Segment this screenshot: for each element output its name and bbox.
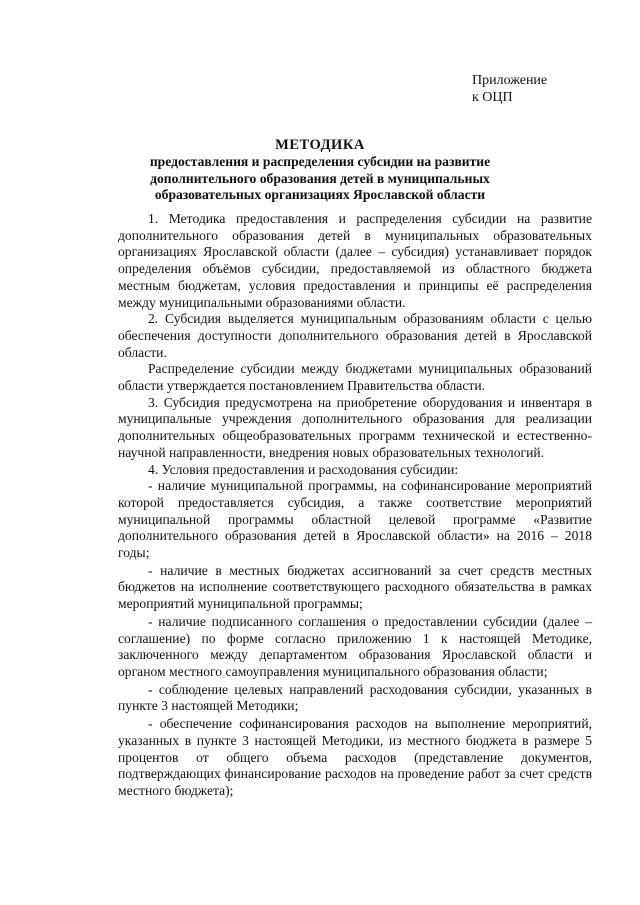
title-subtitle: предоставления и распределения субсидии на развитие дополнительного образования детей в муниципальных образовательных организациях Ярославской области — [149, 154, 491, 202]
paragraph-5: 4. Условия предоставления и расходования субсидии: — [148, 461, 459, 477]
paragraph-9: - соблюдение целевых направлений расходования субсидии, указанных в пункте 3 настоящей Методики; — [118, 681, 592, 714]
paragraph-7: - наличие в местных бюджетах ассигнований за счет средств местных бюджетов на исполнение соответствующего расходного обязательства в рамках мероприятий муниципальной программы; — [118, 562, 592, 612]
appendix-line-2: к ОЦП — [472, 90, 513, 105]
paragraph-4: 3. Субсидия предусмотрена на приобретение оборудования и инвентаря в муниципальные учреждения дополнительного образования для реализации дополнительных общеобразовательных программ технической и естественно-научной направленности, внедрения новых образовательных технологий. — [118, 394, 592, 460]
appendix-label — [472, 72, 547, 106]
appendix-line-1: Приложение — [472, 73, 548, 88]
document-body — [118, 211, 592, 800]
document-title — [100, 136, 540, 204]
paragraph-1: 1. Методика предоставления и распределения субсидии на развитие дополнительного образования детей в муниципальных образовательных организациях Ярославской области (далее – субсидия) устанавливает порядок определения объёмов субсидии, предоставляемой из областного бюджета местным бюджетам, условия предоставления и принципы её распределения между муниципальными образованиями области. — [118, 211, 592, 310]
paragraph-6: - наличие муниципальной программы, на софинансирование мероприятий которой предоставляется субсидия, а также соответствие мероприятий муниципальной программы областной целевой программе «Развитие дополнительного образования детей в Ярославской области» на 2016 – 2018 годы; — [118, 478, 592, 561]
paragraph-10: - обеспечение софинансирования расходов на выполнение мероприятий, указанных в пункте 3 настоящей Методики, из местного бюджета в размере 5 процентов от общего объема расходов (представление документов, подтверждающих финансирование расходов на проведение работ за счет средств местного бюджета); — [118, 716, 592, 798]
paragraph-3: Распределение субсидии между бюджетами муниципальных образований области утверждается постановлением Правительства области. — [118, 361, 592, 394]
title-main: МЕТОДИКА — [275, 137, 365, 153]
paragraph-8: - наличие подписанного соглашения о предоставлении субсидии (далее – соглашение) по форме согласно приложению 1 к настоящей Методике, заключенного между департаментом образования Ярославской области и органом местного самоуправления муниципального образования области; — [118, 613, 592, 679]
paragraph-2: 2. Субсидия выделяется муниципальным образованиям области с целью обеспечения доступности дополнительного образования детей в Ярославской области. — [118, 311, 592, 360]
